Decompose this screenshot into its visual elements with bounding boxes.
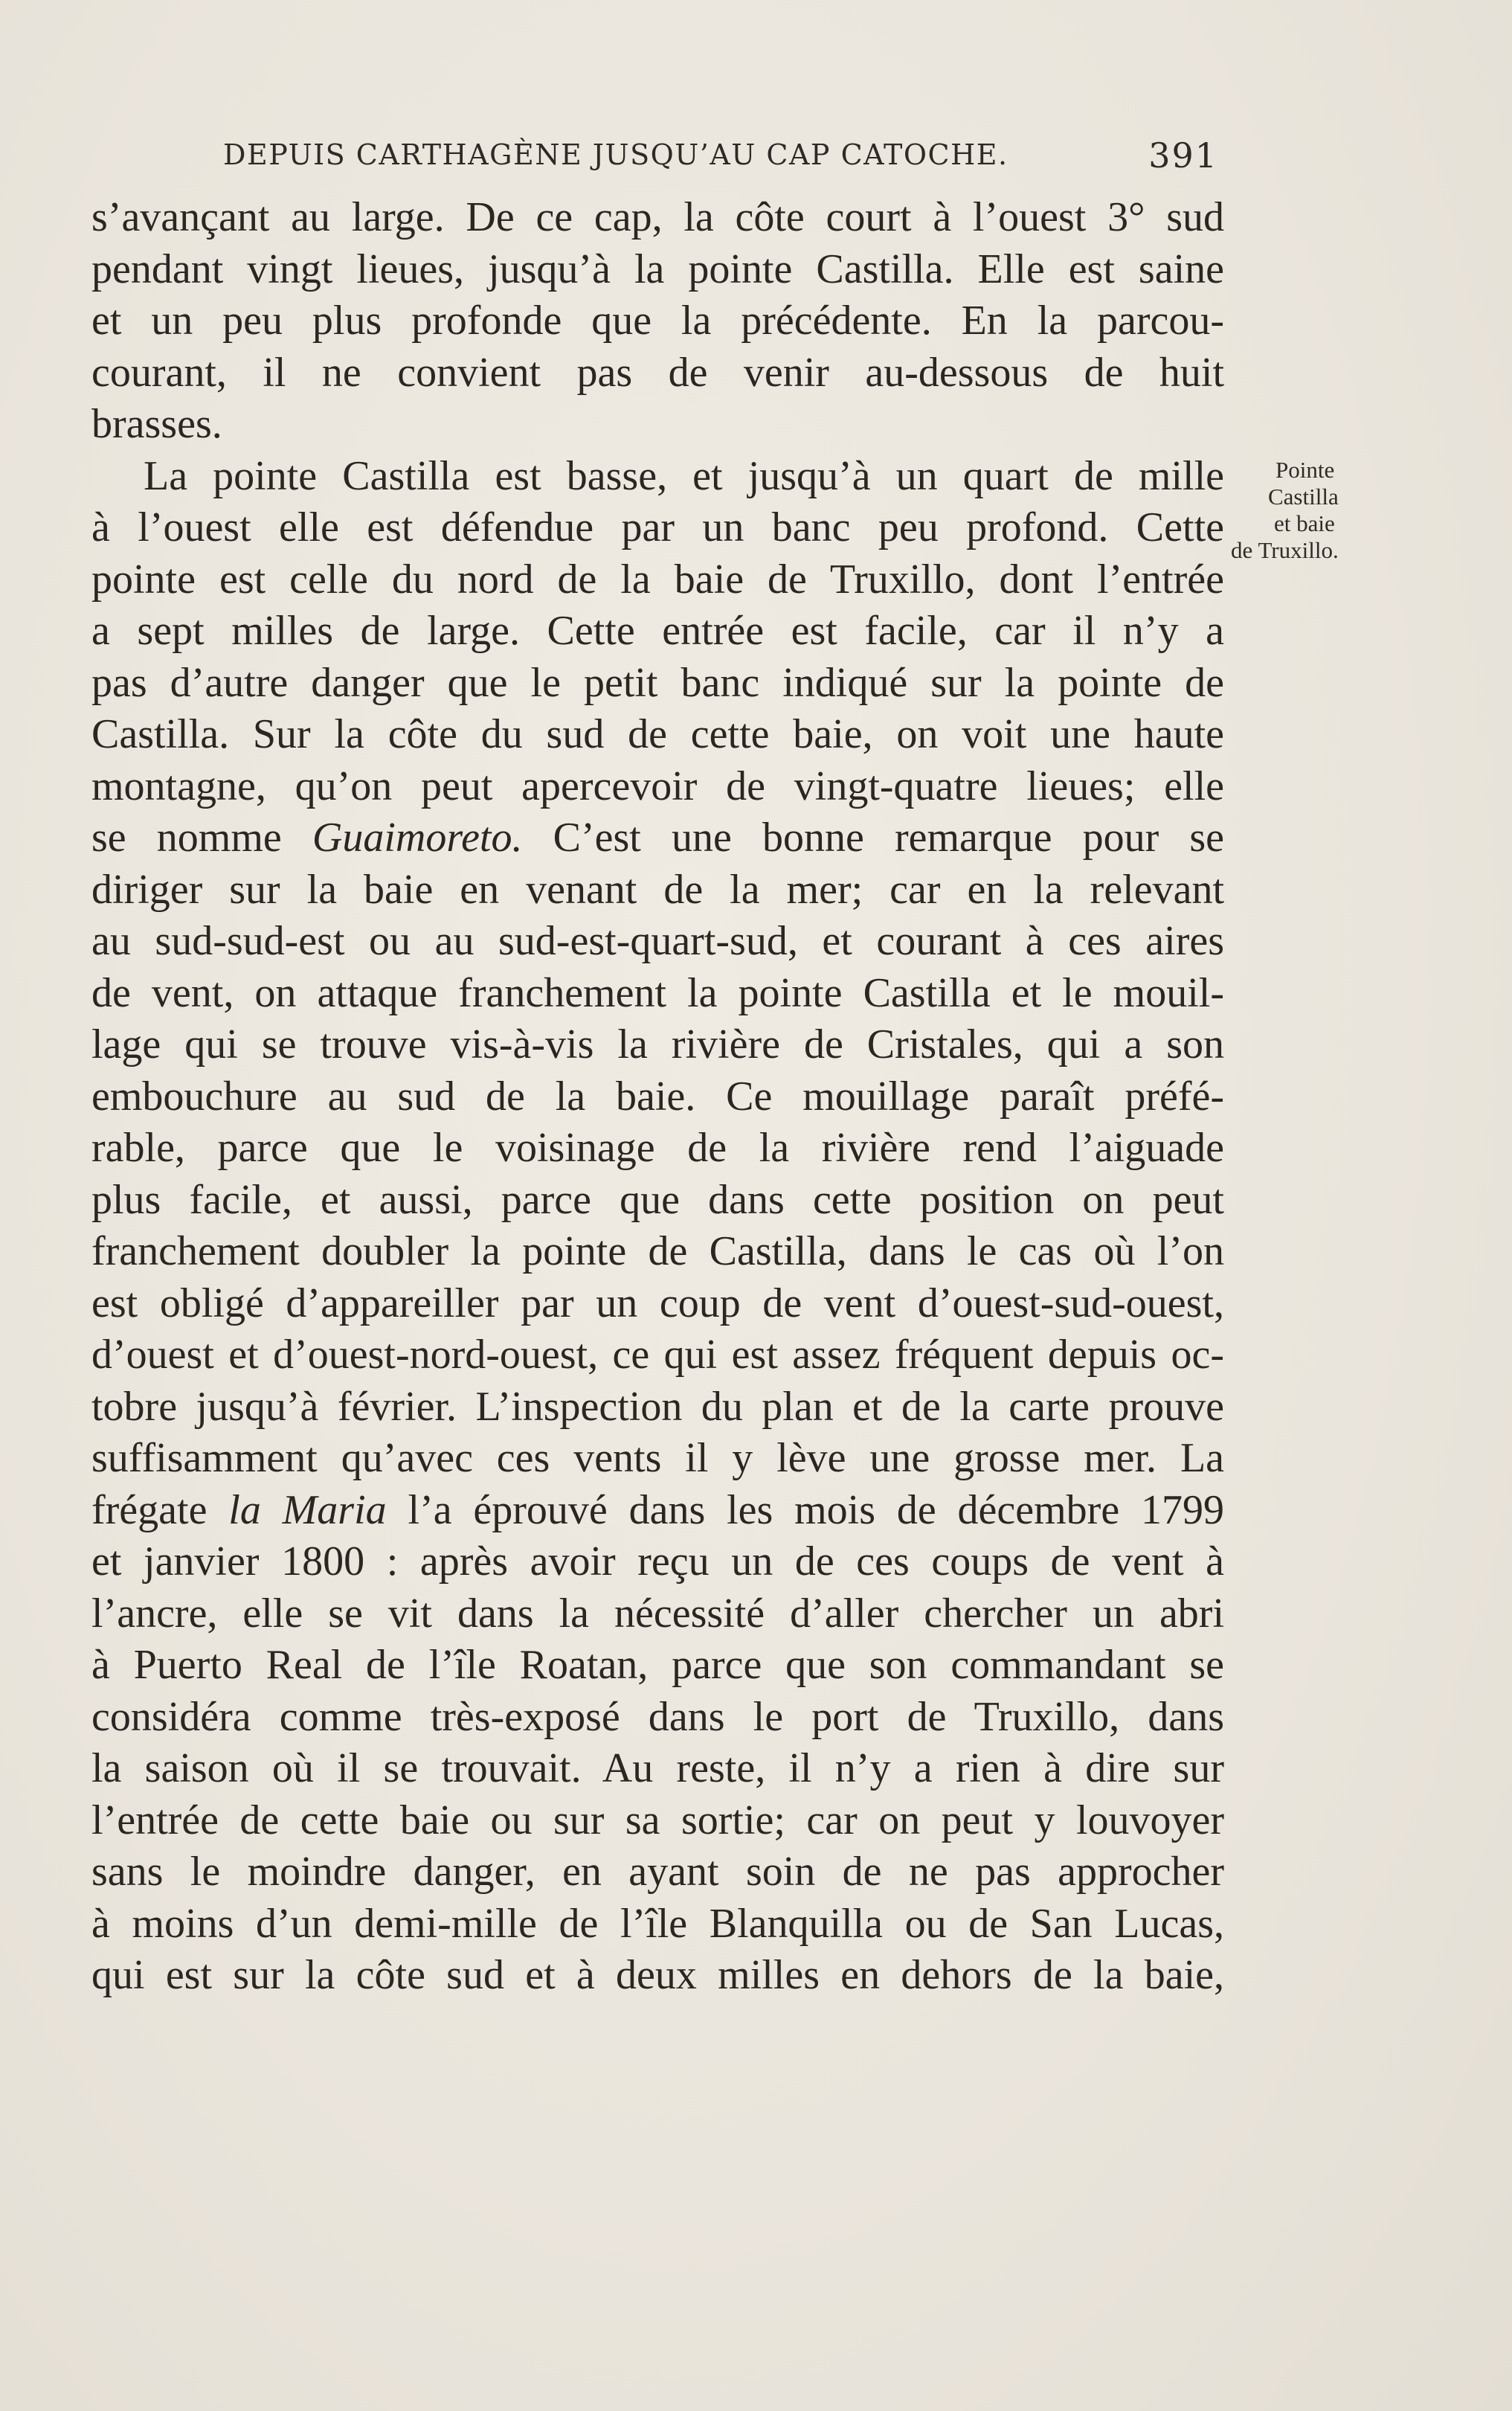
text-line: est obligé d’appareiller par un coup de vent d’ouest-sud-ouest, xyxy=(91,1280,1224,1326)
text-line: à moins d’un demi-mille de l’île Blanquilla ou de San Lucas, xyxy=(91,1900,1224,1947)
text-line: de vent, on attaque franchement la pointe Castilla et le mouil- xyxy=(91,969,1224,1016)
text-line: lage qui se trouve vis-à-vis la rivière de Cristales, qui a son xyxy=(91,1021,1224,1068)
text-line: tobre jusqu’à février. L’inspection du plan et de la carte prouve xyxy=(91,1383,1224,1430)
page-number: 391 xyxy=(1148,135,1218,176)
text-line: pendant vingt lieues, jusqu’à la pointe Castilla. Elle est saine xyxy=(91,245,1224,292)
text-line: considéra comme très-exposé dans le port de Truxillo, dans xyxy=(91,1693,1224,1740)
text-line: la saison où il se trouvait. Au reste, il n’y a rien à dire sur xyxy=(91,1745,1224,1791)
margin-note-line: et baie xyxy=(1274,510,1335,536)
text-line: à l’ouest elle est défendue par un banc peu profond. Cette xyxy=(91,504,1224,550)
margin-note-line: Pointe xyxy=(1275,457,1335,483)
body-text xyxy=(91,192,1224,2002)
margin-note-line: de Truxillo. xyxy=(1231,537,1339,563)
text-line: rable, parce que le voisinage de la rivière rend l’aiguade xyxy=(91,1125,1224,1171)
text-segment: C’est une bonne remarque pour se xyxy=(522,815,1225,861)
text-line: embouchure au sud de la baie. Ce mouillage paraît préfé- xyxy=(91,1073,1224,1120)
text-line: a sept milles de large. Cette entrée est facile, car il n’y a xyxy=(91,608,1224,654)
text-line: Castilla. Sur la côte du sud de cette baie, on voit une haute xyxy=(91,711,1224,757)
text-line: et un peu plus profonde que la précédente. En la parcou- xyxy=(91,298,1224,344)
text-segment: se nomme xyxy=(91,815,312,861)
italic-place-name: Guaimoreto. xyxy=(312,815,523,861)
text-line: s’avançant au large. De ce cap, la côte court à l’ouest 3° sud xyxy=(91,194,1224,240)
text-line: d’ouest et d’ouest-nord-ouest, ce qui est assez fréquent depuis oc- xyxy=(91,1332,1224,1378)
text-segment: frégate xyxy=(91,1486,229,1533)
text-segment: l’a éprouvé dans les mois de décembre 1799 xyxy=(386,1486,1225,1533)
margin-note-line: Castilla xyxy=(1268,484,1339,510)
text-line: qui est sur la côte sud et à deux milles en dehors de la baie, xyxy=(91,1952,1224,1998)
text-line: diriger sur la baie en venant de la mer; car en la relevant xyxy=(91,866,1224,913)
text-line: franchement doubler la pointe de Castilla, dans le cas où l’on xyxy=(91,1228,1224,1274)
text-line: courant, il ne convient pas de venir au-dessous de huit xyxy=(91,349,1224,396)
text-line: brasses. xyxy=(91,401,222,447)
running-head xyxy=(223,135,1218,183)
paragraph-start-line: La pointe Castilla est basse, et jusqu’à un quart de mille xyxy=(144,452,1224,499)
text-line: suffisamment qu’avec ces vents il y lève une grosse mer. La xyxy=(91,1435,1224,1481)
text-line: l’ancre, elle se vit dans la nécessité d’aller chercher un abri xyxy=(91,1590,1224,1637)
text-line: sans le moindre danger, en ayant soin de ne pas approcher xyxy=(91,1849,1224,1895)
text-line xyxy=(91,1485,1224,1537)
text-line: et janvier 1800 : après avoir reçu un de ces coups de vent à xyxy=(91,1538,1224,1585)
text-line: au sud-sud-est ou au sud-est-quart-sud, et courant à ces aires xyxy=(91,918,1224,964)
text-line: l’entrée de cette baie ou sur sa sortie; car on peut y louvoyer xyxy=(91,1797,1224,1843)
text-line xyxy=(91,812,1224,864)
italic-ship-name: la Maria xyxy=(228,1486,387,1533)
text-line: montagne, qu’on peut apercevoir de vingt-quatre lieues; elle xyxy=(91,763,1224,809)
text-line: pas d’autre danger que le petit banc indiqué sur la pointe de xyxy=(91,659,1224,706)
margin-note xyxy=(1231,457,1380,564)
running-head-title: DEPUIS CARTHAGÈNE JUSQU’AU CAP CATOCHE. xyxy=(223,138,1008,171)
text-line: plus facile, et aussi, parce que dans cette position on peut xyxy=(91,1176,1224,1223)
text-line: à Puerto Real de l’île Roatan, parce que son commandant se xyxy=(91,1642,1224,1688)
text-line: pointe est celle du nord de la baie de Truxillo, dont l’entrée xyxy=(91,556,1224,603)
